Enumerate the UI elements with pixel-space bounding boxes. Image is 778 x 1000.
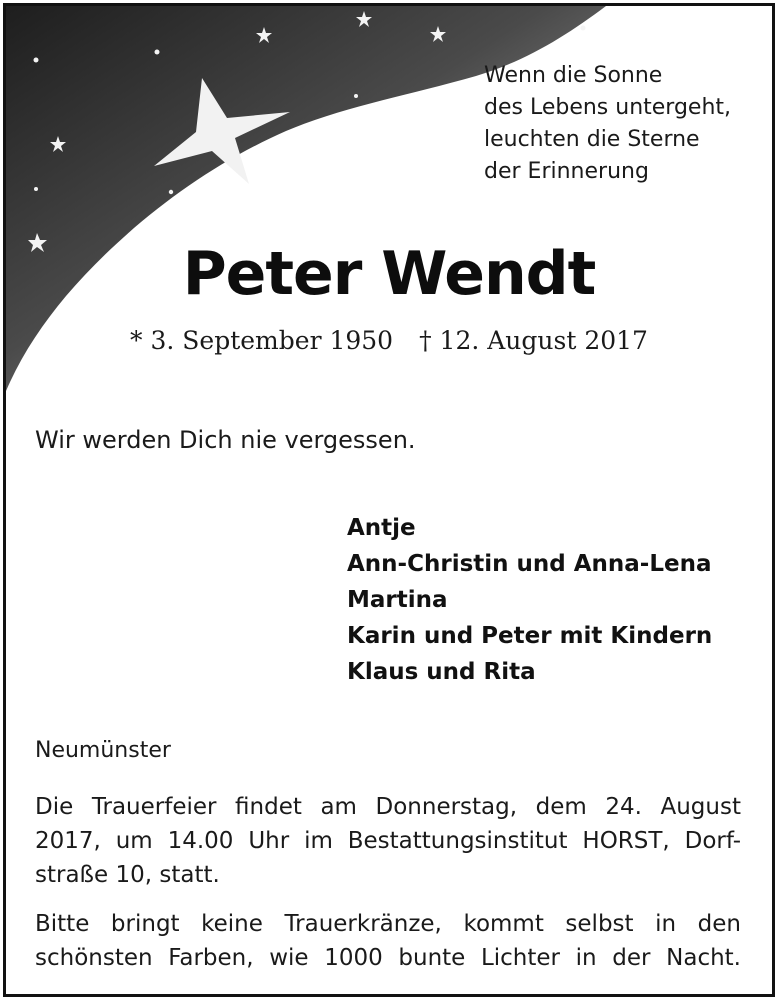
- quote-line: Wenn die Sonne: [484, 63, 663, 88]
- obituary-notice: [3, 3, 775, 997]
- star-icon: [34, 58, 39, 63]
- birth-date: * 3. September 1950: [130, 326, 394, 355]
- star-icon: [155, 50, 160, 55]
- funeral-line: Die Trauerfeier findet am Donnerstag, dem 24. August: [35, 794, 741, 820]
- mourner-name: Antje: [347, 515, 416, 541]
- flower-request: [35, 907, 741, 975]
- quote-line: leuchten die Sterne: [484, 127, 700, 152]
- quote-line: des Lebens untergeht,: [484, 95, 732, 120]
- funeral-line: 2017, um 14.00 Uhr im Bestattungsinstitut HORST, Dorf-: [35, 828, 741, 854]
- place-name: Neumünster: [35, 738, 171, 763]
- death-date: † 12. August 2017: [419, 326, 648, 355]
- mourners-list: [347, 510, 712, 690]
- funeral-details: [35, 790, 741, 892]
- star-icon: [581, 26, 586, 31]
- mourner-name: Klaus und Rita: [347, 659, 536, 685]
- mourner-name: Martina: [347, 587, 448, 613]
- star-icon: [354, 94, 358, 98]
- star-icon: [34, 187, 38, 191]
- deceased-name: Peter Wendt: [182, 239, 596, 309]
- life-dates: [6, 326, 772, 355]
- star-icon: [169, 190, 173, 194]
- mourner-name: Karin und Peter mit Kindern: [347, 623, 713, 649]
- quote-line: der Erinnerung: [484, 159, 649, 184]
- funeral-line: straße 10, statt.: [35, 862, 220, 888]
- memorial-quote: [484, 60, 731, 188]
- request-line: Bitte bringt keine Trauerkränze, kommt selbst in den: [35, 911, 741, 937]
- request-line: schönsten Farben, wie 1000 bunte Lichter in der Nacht.: [35, 945, 741, 971]
- mourner-name: Ann-Christin und Anna-Lena: [347, 551, 712, 577]
- farewell-line: Wir werden Dich nie vergessen.: [35, 426, 416, 454]
